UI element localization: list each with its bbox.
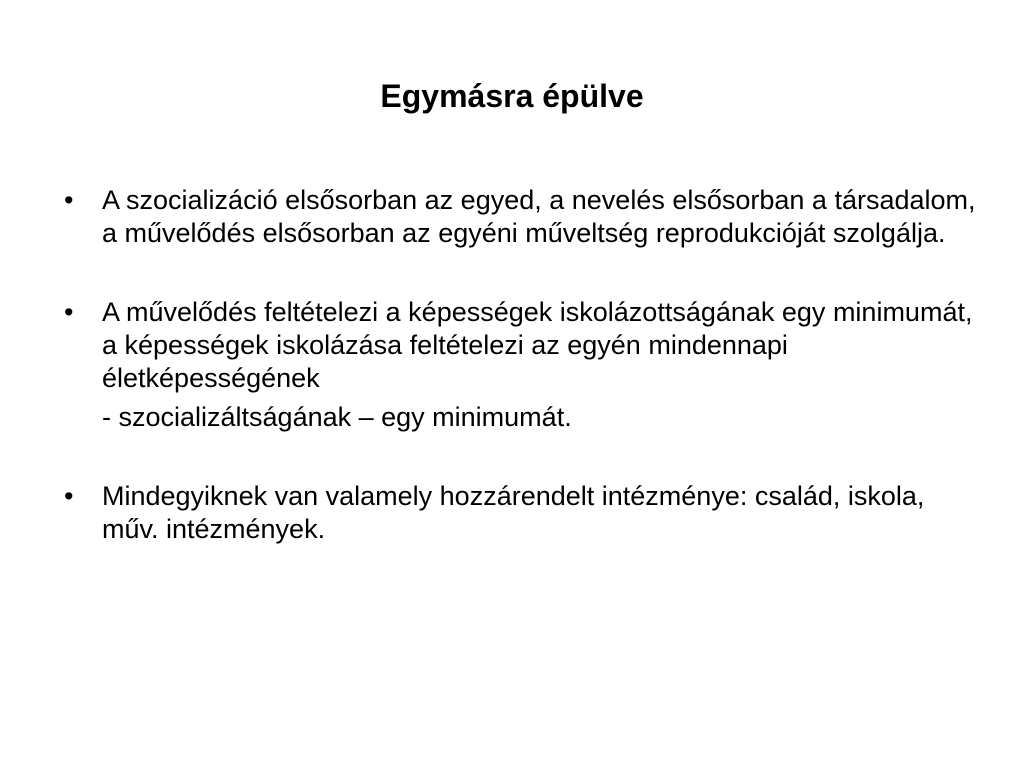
bullet-text: A szocializáció elsősorban az egyed, a nevelés elsősorban a társadalom, a művelődés elsősorban az egyéni műveltség reprodukcióját szolgálja.	[102, 185, 976, 248]
bullet-icon: •	[64, 297, 74, 327]
bullet-text: Mindegyiknek van valamely hozzárendelt intézménye: család, iskola, műv. intézmények.	[102, 481, 925, 544]
bullet-icon: •	[64, 185, 74, 215]
bullet-icon: •	[64, 481, 74, 511]
bullet-item-3	[64, 480, 984, 546]
bullet-item-1	[64, 184, 984, 250]
bullet-item-2	[64, 296, 984, 434]
bullet-list	[64, 184, 984, 592]
slide-title: Egymásra épülve	[380, 78, 644, 114]
bullet-continuation: - szocializáltságának – egy minimumát.	[102, 402, 572, 432]
bullet-text: A művelődés feltételezi a képességek iskolázottságának egy minimumát, a képességek iskolázása feltételezi az egyén mindennapi életképességének	[102, 297, 973, 393]
